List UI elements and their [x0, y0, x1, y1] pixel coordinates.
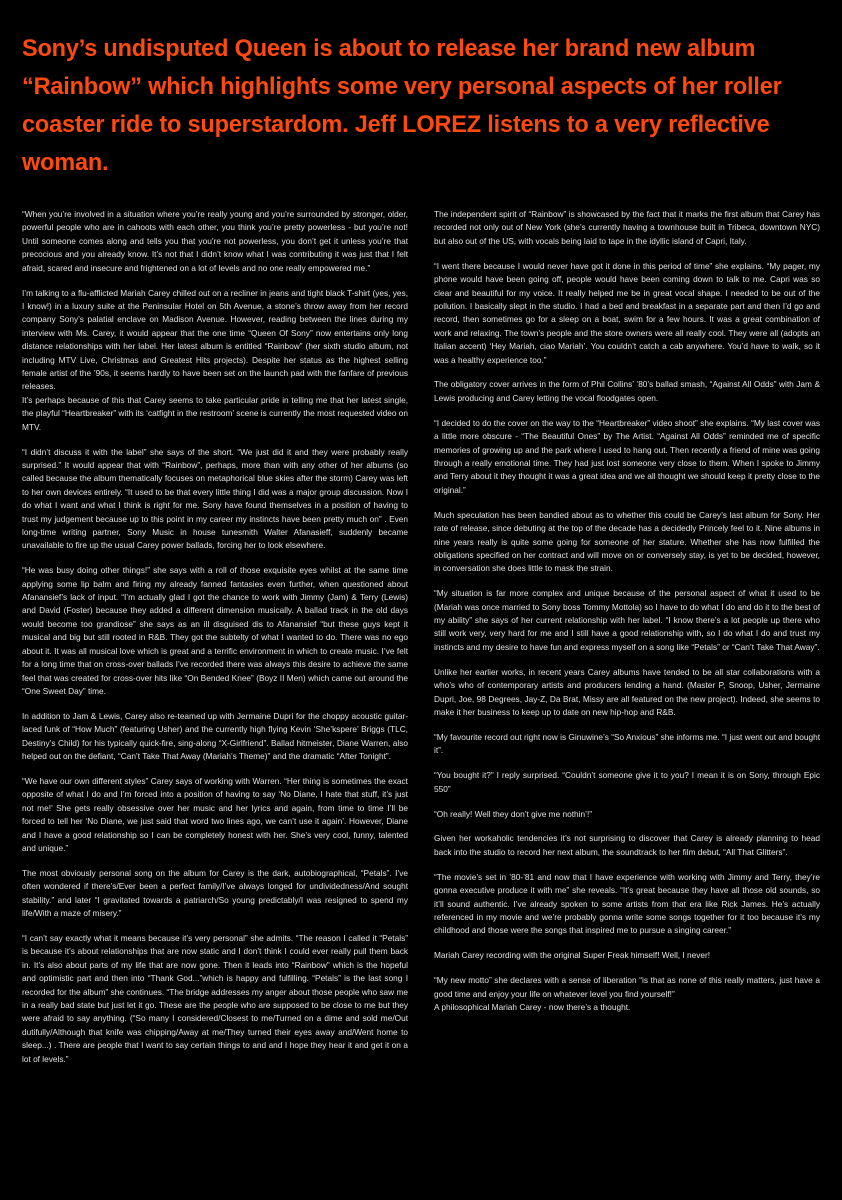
article-paragraph: “I didn’t discuss it with the label” she says of the short. “We just did it and they were probably really surprised.” It would appear that with “Rainbow”, perhaps, more than with any other of her albums (so called because the album thematically focuses on metaphorical blue skies after the storm) Carey was left to her own devices entirely. “It used to be that every little thing I did was a major group discussion. Now I do what I want and what I think is right for me. Sony have found themselves in a position of having to trust my judgement because up to this point in my career my instincts have been pretty much on” . Even long-time writing partner, Sony Music in house tunesmith Walter Afanasieff, suddenly became unavailable to fire up the usual Carey power ballads, forcing her to look elsewhere.: [22, 446, 408, 551]
article-paragraph: “When you’re involved in a situation where you’re really young and you’re surrounded by stronger, older, powerful people who are in cahoots with each other, you think you’re pretty powerless - but you’re not! Until someone comes along and tells you that you’re not powerless, you don’t get it unless you’re that precocious and you already know. It’s not that I didn’t know what I was contributing it was just that I felt afraid, scared and insecure and frightened on a lot of levels and no one really empowered me.”: [22, 209, 408, 273]
article-paragraph: Given her workaholic tendencies it’s not surprising to discover that Carey is already planning to head back into the studio to record her next album, the soundtrack to her film debut, “All That Glitters”.: [434, 833, 820, 857]
left-column: [22, 208, 408, 1078]
article-paragraph: I’m talking to a flu-afflicted Mariah Carey chilled out on a recliner in jeans and tight black T-shirt (yes, yes, I know!) in a luxury suite at the Peninsular Hotel on 5th Avenue, a stone’s throw away from her record company Sony’s palatial enclave on Madison Avenue. However, reading between the lines during my interview with Ms. Carey, it would appear that the one time “Queen Of Sony” now entertains only long distance relationships with her label. Her latest album is entitled “Rainbow” (her sixth studio album, not including MTV Live, Christmas and Greatest Hits projects). Despite her status as the highest selling female artist of the ’90s, it seems hardly to have been set on the launch pad with the fanfare of previous releases.: [22, 287, 408, 392]
article-paragraph: The independent spirit of “Rainbow” is showcased by the fact that it marks the first album that Carey has recorded not only out of New York (she’s currently having a townhouse built in Tribeca, downtown NYC) but also out of the US, with vocals being laid to tape in the idyllic island of Capri, Italy.: [434, 209, 820, 246]
article-paragraph: Mariah Carey recording with the original Super Freak himself! Well, I never!: [434, 950, 711, 961]
article-paragraph: “We have our own different styles” Carey says of working with Warren. “Her thing is sometimes the exact opposite of what I do and I’m forced into a position of having to say ‘No Diane, I hate that stuff, it’s just not me!’ She gets really obsessive over her music and her lyrics and again, from time to time I’ll be forced to tell her ‘No Diane, we just said that word two lines ago, we can’t use it again’. However, Diane and I have a good relationship so I can be completely honest with her. She’s very cool, funny, talented and unique.”: [22, 775, 408, 853]
article-paragraph: “My new motto” she declares with a sense of liberation “is that as none of this really matters, just have a good time and enjoy your life on whatever level you find yourself!”: [434, 975, 820, 999]
article-paragraph: “You bought it?” I reply surprised. “Couldn’t someone give it to you? I mean it is on Sony, through Epic 550”: [434, 770, 820, 794]
article-columns: [22, 208, 820, 1078]
article-paragraph: The most obviously personal song on the album for Carey is the dark, autobiographical, “Petals”. I’ve often wondered if there’s/Ever been a perfect family/I’ve always longed for undividedness/And sought stability.” and later “I gravitated towards a patriarch/So young predictably/I was resigned to spend my life/With a maze of misery.”: [22, 867, 408, 919]
article-paragraph: “I went there because I would never have got it done in this period of time” she explains. “My pager, my phone would have been going off, people would have been coming down to talk to me. Capri was so clear and beautiful for my voice. It really helped me be in great vocal shape. I needed to be out of the pollution. I basically slept in the studio. I had a bed and breakfast in a separate part and then I’d go and record, then sometimes go for a sleep on a boat, swim for a few hours. It was a great combination of work and relaxing. The town’s people and the store owners were all really cool. They were all (adopts an Italian accent) ‘Hey Mariah, ciao Mariah’. You couldn’t catch a cab anywhere. You’d have to walk, so it was a healthy experience too.”: [434, 260, 820, 365]
article-paragraph: “My situation is far more complex and unique because of the personal aspect of what it used to be (Mariah was once married to Sony boss Tommy Mottola) so I have to do what I do and do it to the best of my ability” she says of her current relationship with her label. “I know there’s a lot people up there who still work very, very hard for me and I still have a good relationship with, so I do what I do and trust my instincts and my desire to have fun and express myself on a song like “Petals” or “Can’t Take That Away”.: [434, 588, 820, 652]
article-paragraph: “I decided to do the cover on the way to the “Heartbreaker” video shoot” she explains. “My last cover was a little more obscure - “The Beautiful Ones” by The Artist. “Against All Odds” reminded me of specific memories of growing up and the park where I used to hang out. Then recently a friend of mine was going through a really emotional time. They had just lost someone very close to them. When I spoke to Jimmy and Terry about it they thought it was a great idea and we all thought we should keep it pretty close to the original.”: [434, 417, 820, 495]
article-paragraph: “The movie’s set in ’80-’81 and now that I have experience with working with Jimmy and Terry, they’re gonna executive produce it with me” she reveals. “It’s great because they have all those old sounds, so it’ll sound authentic. I’ve already spoken to some artists from that era like Rick James. He’s actually referenced in my movie and we’re probably gonna write some songs together for it too because it’s my childhood and those were the songs that inspired me to pursue a singing career.”: [434, 871, 820, 936]
article-paragraph: Unlike her earlier works, in recent years Carey albums have tended to be all star collaborations with a who’s who of contemporary artists and producers lending a hand. (Master P, Snoop, Usher, Jermaine Dupri, Joe, 98 Degrees, Jay-Z, Da Brat, Missy are all featured on the new project). Indeed, she seems to make it her business to keep up to date on new hip-hop and R&B.: [434, 666, 820, 717]
article-paragraph: A philosophical Mariah Carey - now there’s a thought.: [434, 1002, 631, 1012]
article-paragraph: “My favourite record out right now is Ginuwine’s “So Anxious” she informs me. “I just went out and bought it”.: [434, 731, 820, 756]
right-column: [434, 208, 820, 1078]
headline-byline: Jeff LOREZ listens to a very reflective woman.: [22, 111, 770, 176]
article-paragraph: The obligatory cover arrives in the form of Phil Collins’ ’80’s ballad smash, “Against All Odds” with Jam & Lewis producing and Carey letting the vocal floodgates open.: [434, 379, 820, 403]
article-paragraph: “I can’t say exactly what it means because it’s very personal” she admits. “The reason I called it “Petals” is because it’s about relationships that are now static and I don’t think I could ever really pull them back in. It’s also about parts of my life that are now gone. Then it leads into “Rainbow” which is the hopeful and optimistic part and then into “Thank God...”which is happy and fulfilling. “Petals” is the last song I recorded for the album” she continues. “The bridge addresses my anger about those people who saw me in a really bad state but just let it go. These are the people who are supposed to be close to me but they were afraid to say anything. (“So many I considered/Closest to me/Turned on a dime and sold me/Out dutifully/Although that knife was chipping/Away at me/They turned their eyes away and/Went home to sleep...) . There are people that I want to say certain things to and and I hope they hear it and get it on a lot of levels.”: [22, 933, 408, 1064]
headline: [22, 30, 809, 182]
article-paragraph: “He was busy doing other things!” she says with a roll of those exquisite eyes whilst at the same time applying some lip balm and firing my already fanned fantasies even further, when questioned about Afanansief’s lack of input. “I’m actually glad I got the chance to work with Jimmy (Jam) & Terry (Lewis) and David (Foster) because they added a different dimension musically. A ballad track in the old days would become too grandiose” she says as an ill disguised dis to Afanansief “but these guys kept it musical and big but still rooted in R&B. They got the subtelty of what I wanted to do. There was no ego about it. It was all musical love which is great and a terrific environment in which to create music. I’ve felt for a long time that on cross-over ballads I’ve recorded there was always this desire to achieve the same feel that was created for cross-over hits like “On Bended Knee” (Boyz II Men) which came out around the “One Sweet Day” time.: [22, 565, 408, 696]
article-paragraph: In addition to Jam & Lewis, Carey also re-teamed up with Jermaine Dupri for the choppy acoustic guitar-laced funk of “How Much” (featuring Usher) and the currently high flying Kevin ‘She’kspere’ Briggs (TLC, Destiny’s Child) for his typically quick-fire, sing-along “X-Girlfriend”. Ballad hitmeister, Diane Warren, also helped out on the defiant, “Can’t Take That Away (Mariah’s Theme)” and the dramatic “After Tonight”.: [22, 710, 408, 762]
article-paragraph: It’s perhaps because of this that Carey seems to take particular pride in telling me that her latest single, the playful “Heartbreaker” with its ‘catfight in the restroom’ scene is currently the most requested video on MTV.: [22, 394, 408, 432]
article-paragraph: Much speculation has been bandied about as to whether this could be Carey’s last album for Sony. Her rate of release, since debuting at the top of the decade has a decidedly Princely feel to it. Nine albums in nine years really is quite some going for someone of her stature. Whether she has now fulfilled the obligations specified on her contract and will move on or conversely stay, is yet to be decided, however, in conversation she does little to mask the strain.: [434, 509, 820, 574]
article-paragraph: “Oh really! Well they don’t give me nothin’!”: [434, 808, 593, 819]
headline-lead: Sony’s undisputed Queen is about to release her brand new album “Rainbow” which highlights some very personal aspects of her roller coaster ride to superstardom.: [22, 35, 782, 138]
